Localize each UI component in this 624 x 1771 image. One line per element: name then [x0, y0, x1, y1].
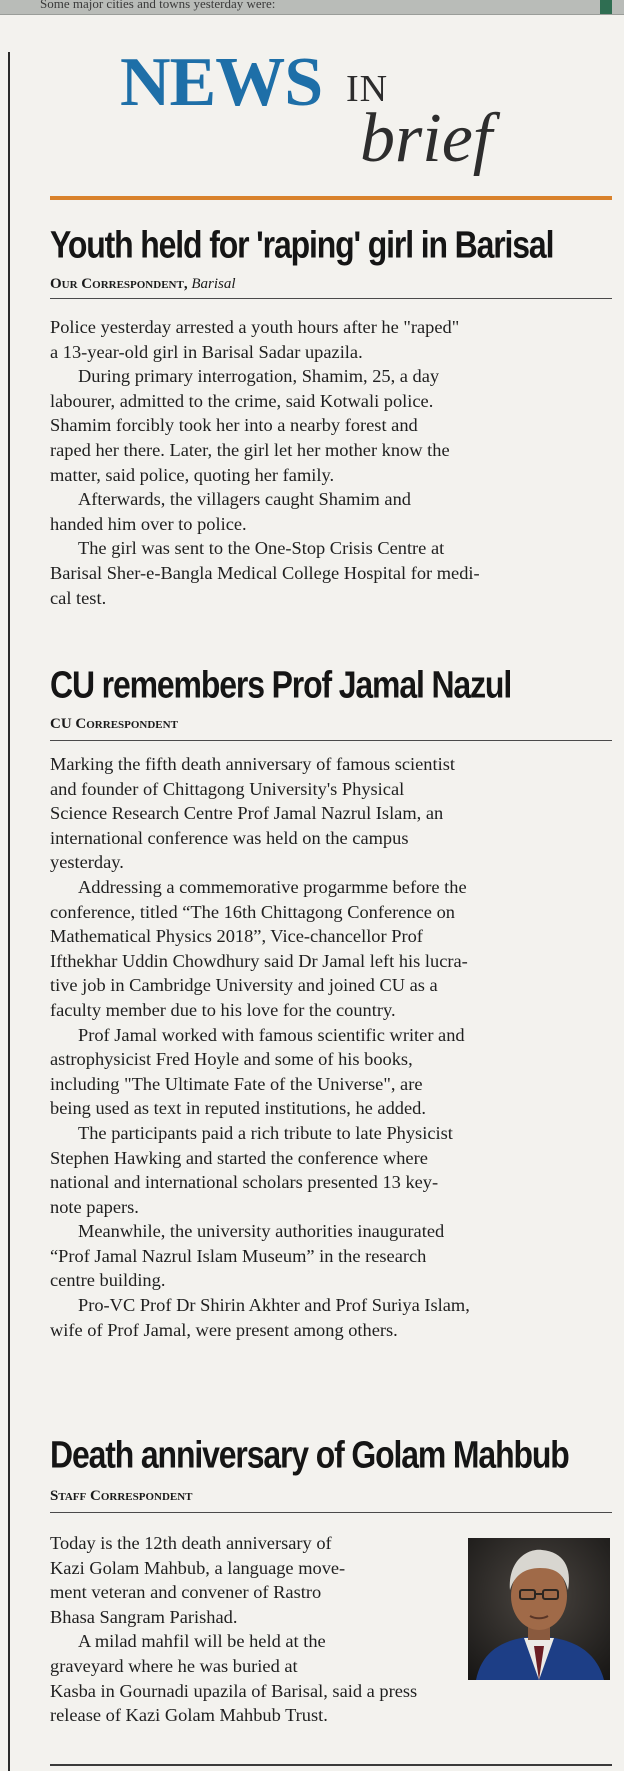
article-3-line: Today is the 12th death anniversary of: [50, 1533, 332, 1553]
article-3-line: ment veteran and convener of Rastro: [50, 1582, 322, 1603]
article-1-byline-place: Barisal: [191, 276, 236, 292]
article-2-line: Pro-VC Prof Dr Shirin Akhter and Prof Suriya Islam,: [78, 1295, 470, 1316]
article-2-line: national and international scholars presented 13 key-: [50, 1172, 439, 1193]
article-3-rule: [50, 1512, 612, 1513]
article-2-line: international conference was held on the campus: [50, 827, 409, 848]
article-2-line: “Prof Jamal Nazrul Islam Museum” in the research: [50, 1245, 427, 1266]
masthead-rule: [50, 196, 612, 200]
masthead-news: NEWS: [120, 44, 323, 121]
article-2-rule: [50, 740, 612, 741]
top-strip-text: Some major cities and towns yesterday were:: [40, 0, 276, 11]
article-1-headline: Youth held for 'raping' girl in Barisal: [50, 223, 554, 267]
article-2-line: being used as text in reputed institutions, he added.: [50, 1098, 426, 1119]
article-1-line: Shamim forcibly took her into a nearby forest and: [50, 415, 418, 436]
masthead-brief: brief: [360, 100, 493, 177]
portrait-illustration: [468, 1538, 610, 1680]
article-2-line: and founder of Chittagong University's Physical: [50, 778, 405, 799]
article-1-byline: [50, 276, 236, 293]
article-1-line: cal test.: [50, 587, 107, 608]
masthead: [120, 44, 560, 178]
article-2-line: faculty member due to his love for the country.: [50, 999, 396, 1020]
article-3-byline-name: Staff Correspondent: [50, 1488, 193, 1504]
article-2-line: conference, titled “The 16th Chittagong Conference on: [50, 901, 455, 922]
article-3-line: Kazi Golam Mahbub, a language move-: [50, 1557, 346, 1578]
article-1-body: [50, 315, 612, 610]
article-1-rule: [50, 298, 612, 299]
article-1-line: Barisal Sher-e-Bangla Medical College Hospital for medi-: [50, 562, 480, 583]
article-1-line: labourer, admitted to the crime, said Kotwali police.: [50, 390, 434, 411]
article-3-line: release of Kazi Golam Mahbub Trust.: [50, 1705, 328, 1726]
article-2-line: astrophysicist Fred Hoyle and some of his books,: [50, 1049, 413, 1070]
top-strip-tab: [600, 0, 612, 14]
article-2-line: centre building.: [50, 1270, 166, 1291]
article-3-byline: [50, 1488, 193, 1505]
article-1-line: handed him over to police.: [50, 513, 247, 534]
article-2-line: Stephen Hawking and started the conference where: [50, 1147, 428, 1168]
article-2-byline-name: CU Correspondent: [50, 716, 178, 732]
article-2-line: Mathematical Physics 2018”, Vice-chancellor Prof: [50, 926, 423, 947]
article-1-line: During primary interrogation, Shamim, 25, a day: [78, 366, 440, 387]
article-2-line: Prof Jamal worked with famous scientific writer and: [78, 1024, 465, 1045]
article-1-byline-name: Our Correspondent,: [50, 276, 188, 292]
article-2-line: tive job in Cambridge University and joined CU as a: [50, 975, 438, 996]
top-strip: [0, 0, 624, 15]
article-1-line: The girl was sent to the One-Stop Crisis Centre at: [78, 538, 445, 559]
bottom-rule: [50, 1764, 612, 1766]
article-2-headline: CU remembers Prof Jamal Nazul: [50, 663, 512, 707]
article-2-line: Meanwhile, the university authorities inaugurated: [78, 1221, 445, 1242]
article-1-line: Police yesterday arrested a youth hours after he "raped": [50, 317, 460, 337]
column-rule: [8, 52, 10, 1771]
article-3-line: Bhasa Sangram Parishad.: [50, 1606, 238, 1627]
article-3-line: A milad mahfil will be held at the: [78, 1631, 326, 1652]
article-1-line: matter, said police, quoting her family.: [50, 464, 335, 485]
article-2-line: Marking the fifth death anniversary of famous scientist: [50, 754, 455, 774]
article-1-line: a 13-year-old girl in Barisal Sadar upazila.: [50, 341, 363, 362]
portrait-photo: [468, 1538, 610, 1680]
article-2-line: note papers.: [50, 1196, 139, 1217]
article-1-line: Afterwards, the villagers caught Shamim and: [78, 489, 411, 510]
article-2-line: yesterday.: [50, 852, 124, 873]
article-1-line: raped her there. Later, the girl let her mother know the: [50, 439, 450, 460]
article-2-body: [50, 752, 612, 1342]
masthead-in: IN: [346, 68, 389, 110]
article-2-line: Science Research Centre Prof Jamal Nazrul Islam, an: [50, 803, 444, 824]
article-2-line: wife of Prof Jamal, were present among others.: [50, 1319, 398, 1340]
article-2-byline: [50, 716, 178, 733]
article-3-line: Kasba in Gournadi upazila of Barisal, said a press: [50, 1680, 418, 1701]
article-3-line: graveyard where he was buried at: [50, 1655, 298, 1676]
article-2-line: Addressing a commemorative progarmme before the: [78, 876, 467, 897]
article-2-line: including "The Ultimate Fate of the Universe", are: [50, 1073, 423, 1094]
article-2-line: Ifthekhar Uddin Chowdhury said Dr Jamal left his lucra-: [50, 950, 468, 971]
article-2-line: The participants paid a rich tribute to late Physicist: [78, 1122, 453, 1143]
article-3-headline: Death anniversary of Golam Mahbub: [50, 1433, 569, 1477]
